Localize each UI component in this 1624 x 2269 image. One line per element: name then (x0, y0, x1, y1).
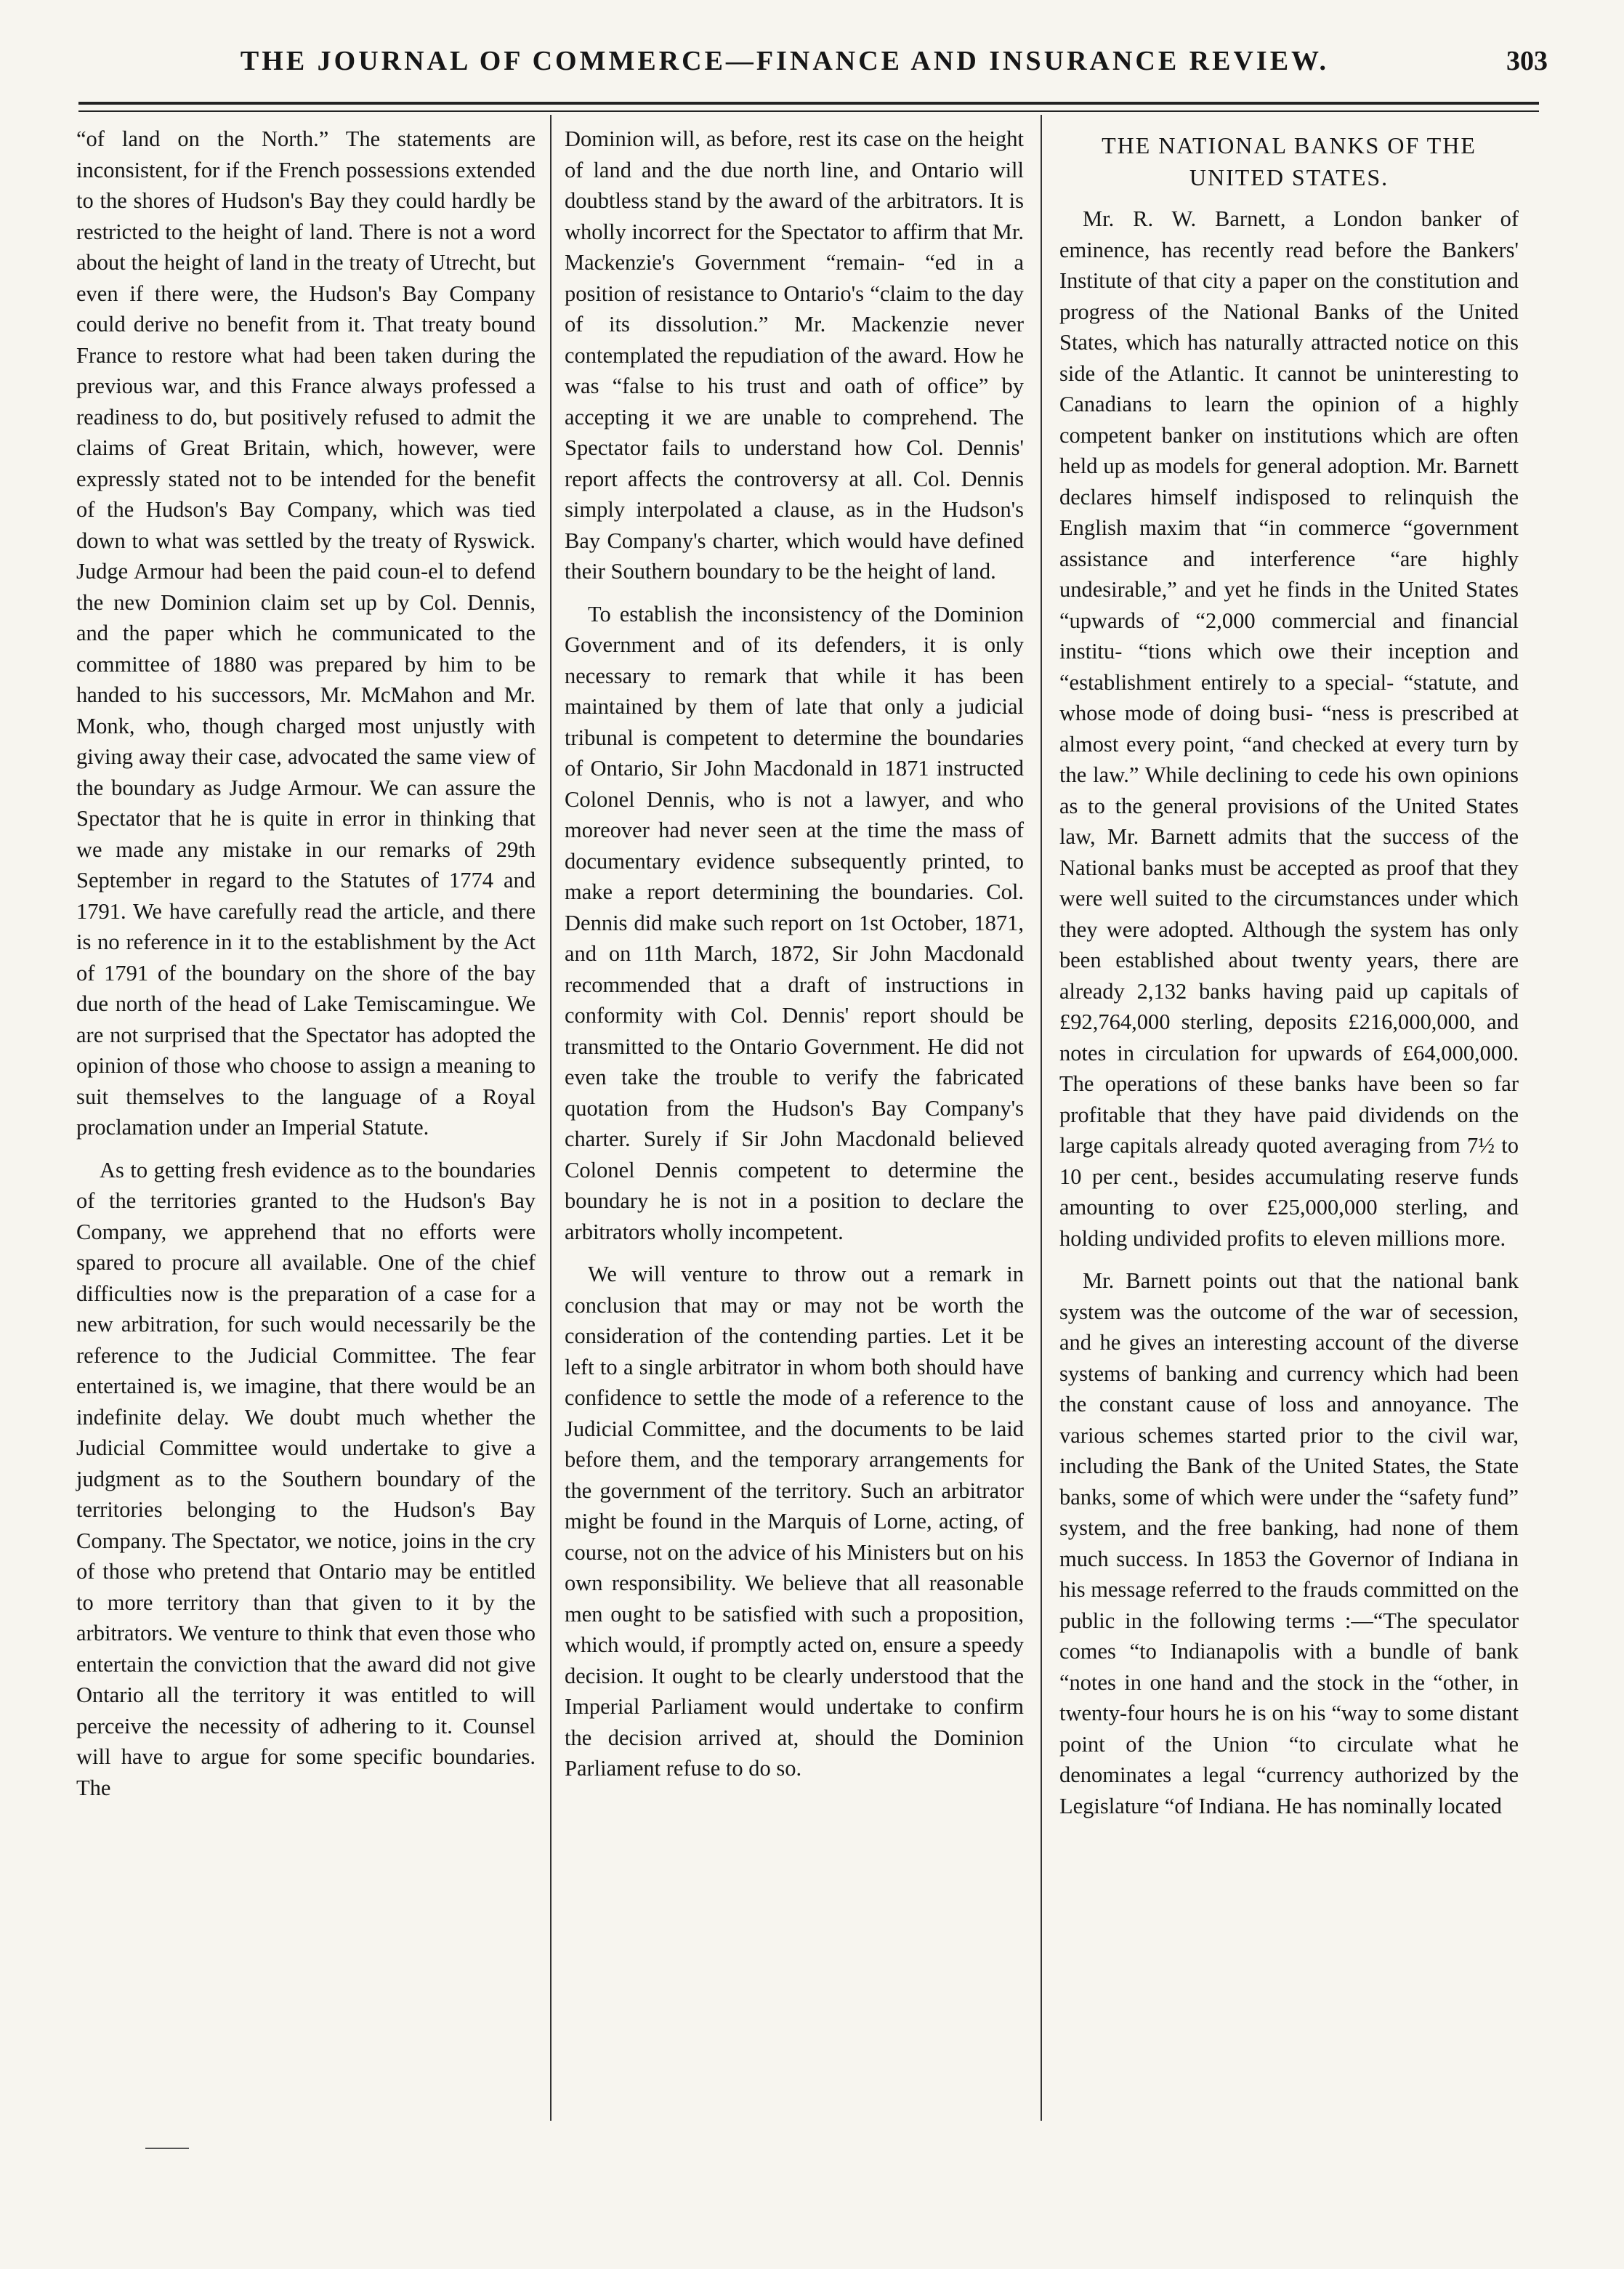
page-number: 303 (1506, 46, 1548, 76)
paragraph: “of land on the North.” The statements are inconsistent, for if the French possessions extended to the shores of Hudson's Bay they could hardly be restricted to the height of land. There is not a word about the height of land in the treaty of Utrecht, but even if there were, the Hudson's Bay Company could derive no benefit from it. That treaty bound France to restore what had been taken during the previous war, and this France always professed a readiness to do, but positively refused to admit the claims of Great Britain, which, however, were expressly stated not to be intended for the benefit of the Hudson's Bay Company, which was tied down to what was settled by the treaty of Ryswick. Judge Armour had been the paid coun‑el to defend the new Dominion claim set up by Col. Dennis, and the paper which he communicated to the committee of 1880 was prepared by him to be handed to his successors, Mr. McMahon and Mr. Monk, who, though charged most unjustly with giving away their case, advocated the same view of the boundary as Judge Armour. We can assure the Spectator that he is quite in error in thinking that we made any mistake in our remarks of 29th September in regard to the Statutes of 1774 and 1791. We have carefully read the article, and there is no reference in it to the establishment by the Act of 1791 of the boundary on the shore of the bay due north of the head of Lake Temiscamingue. We are not surprised that the Spectator has adopted the opinion of those who choose to assign a meaning to suit themselves to the language of a Royal proclamation under an Imperial Statute. (76, 126, 536, 1140)
running-head (0, 45, 1624, 81)
paragraph: To establish the inconsistency of the Dominion Government and of its defenders, it is only necessary to remark that while it has been maintained by them of late that only a judicial tribunal is competent to determine the boundaries of Ontario, Sir John Macdonald in 1871 instructed Colonel Dennis, who is not a lawyer, and who moreover had never seen at the time the mass of documentary evidence subsequently printed, to make a report determining the boundaries. Col. Dennis did make such report on 1st October, 1871, and on 11th March, 1872, Sir John Macdonald recommended that a draft of instructions in conformity with Col. Dennis' report should be transmitted to the Ontario Government. He did not even take the trouble to verify the fabricated quotation from the Hudson's Bay Company's charter. Surely if Sir John Macdonald believed Colonel Dennis competent to determine the boundary he is not in a position to declare the arbitrators wholly incompetent. (565, 601, 1024, 1244)
header-rule-thick (78, 102, 1539, 105)
column-left (76, 124, 536, 1803)
paragraph: Dominion will, as before, rest its case on the height of land and the due north line, and Ontario will doubtless stand by the award of the arbitrators. It is wholly incorrect for the Spectator to affirm that Mr. Mackenzie's Government “remain‑ “ed in a position of resistance to Ontario's “claim to the day of its dissolution.” Mr. Mackenzie never contemplated the repudiation of the award. How he was “false to his trust and oath of office” by accepting it we are unable to comprehend. The Spectator fails to understand how Col. Dennis' report affects the controversy at all. Col. Dennis simply interpolated a clause, as in the Hudson's Bay Company's charter, which would have defined their Southern boundary to be the height of land. (565, 126, 1024, 584)
paragraph: Mr. R. W. Barnett, a London banker of eminence, has recently read before the Bankers' Institute of that city a paper on the constitution and progress of the National Banks of the United States, which has naturally attracted notice on this side of the Atlantic. It cannot be uninteresting to Canadians to learn the opinion of a highly competent banker on institutions which are often held up as models for general adoption. Mr. Barnett declares himself indisposed to relinquish the English maxim that “in commerce “government assistance and interference “are highly undesirable,” and yet he finds in the United States “upwards of “2,000 commercial and financial institu‑ “tions which owe their inception and “establishment entirely to a special‑ “statute, and whose mode of doing busi‑ “ness is prescribed at almost every point, “and checked at every turn by the law.” While declining to cede his own opinions as to the general provisions of the United States law, Mr. Barnett admits that the success of the National banks must be accepted as proof that they were well suited to the circumstances under which they were adopted. Although the system has only been established about twenty years, there are already 2,132 banks having paid up capitals of £92,764,000 sterling, deposits £216,000,000, and notes in circulation for upwards of £64,000,000. The operations of these banks have been so far profitable that they have paid dividends on the large capitals already quoted averaging from 7½ to 10 per cent., besides accumulating reserve funds amounting to over £25,000,000 sterling, and holding undivided profits to eleven millions more. (1059, 206, 1519, 1251)
paragraph: As to getting fresh evidence as to the boundaries of the territories granted to the Hudson's Bay Company, we apprehend that no efforts were spared to procure all available. One of the chief difficulties now is the preparation of a case for a new arbitration, for such would necessarily be the reference to the Judicial Committee. The fear entertained is, we imagine, that there would be an indefinite delay. We doubt much whether the Judicial Committee would undertake to give a judgment as to the Southern boundary of the territories belonging to the Hudson's Bay Company. The Spectator, we notice, joins in the cry of those who pretend that Ontario may be entitled to more territory than that given to it by the arbitrators. We venture to think that even those who entertain the conviction that the award did not give Ontario all the territory it was entitled to will perceive the necessity of adhering to it. Counsel will have to argue for some specific boundaries. The (76, 1157, 536, 1800)
paragraph: Mr. Barnett points out that the national bank system was the outcome of the war of secession, and he gives an interesting account of the diverse systems of banking and currency which had been the constant cause of loss and annoyance. The various schemes started prior to the civil war, including the Bank of the United States, the State banks, some of which were under the “safety fund” system, and the free banking, had none of them much success. In 1853 the Governor of Indiana in his message referred to the frauds committed on the public in the following terms :—“The speculator comes “to Indianapolis with a bundle of bank “notes in one hand and the stock in the “other, in twenty-four hours he is on his “way to some distant point of the Union “to circulate what he denominates a legal “currency authorized by the Legislature “of Indiana. He has nominally located (1059, 1268, 1519, 1818)
column-right (1059, 124, 1519, 1821)
journal-title: THE JOURNAL OF COMMERCE—FINANCE AND INSURANCE REVIEW. (240, 46, 1330, 76)
column-divider-1 (550, 115, 552, 2121)
footer-rule (145, 2148, 189, 2149)
column-middle (565, 124, 1024, 1784)
section-title: THE NATIONAL BANKS OF THE UNITED STATES. (1102, 132, 1476, 190)
paragraph: We will venture to throw out a remark in conclusion that may or may not be worth the consideration of the contending parties. Let it be left to a single arbitrator in whom both should have confidence to settle the mode of a reference to the Judicial Committee, and the documents to be laid before them, and the temporary arrangements for the government of the territory. Such an arbitrator might be found in the Marquis of Lorne, acting, of course, not on the advice of his Ministers but on his own responsibility. We believe that all reasonable men ought to be satisfied with such a proposition, which would, if promptly acted on, ensure a speedy decision. It ought to be clearly understood that the Imperial Parliament would undertake to confirm the decision arrived at, should the Dominion Parliament refuse to do so. (565, 1262, 1024, 1781)
column-divider-2 (1041, 115, 1042, 2121)
header-rule-thin (78, 110, 1539, 112)
